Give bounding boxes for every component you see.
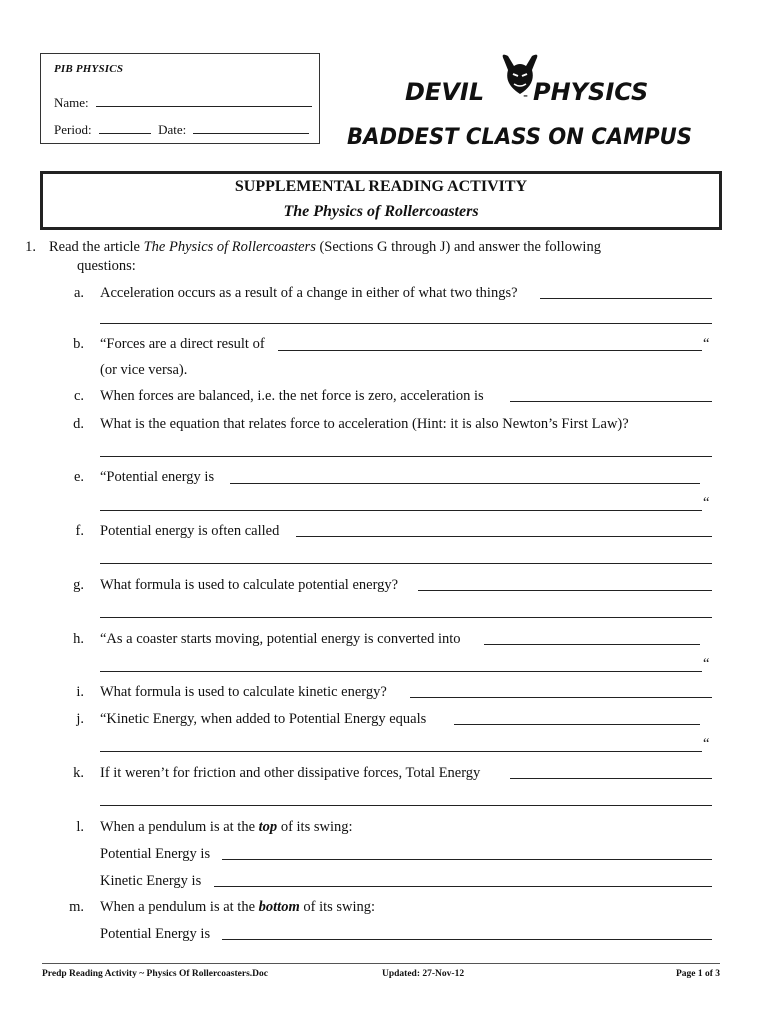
item-c-text: When forces are balanced, i.e. the net force is zero, acceleration is <box>100 388 484 404</box>
item-k-text: If it weren’t for friction and other dissipative forces, Total Energy <box>100 765 481 781</box>
item-j-answer-line-1[interactable] <box>454 724 700 725</box>
item-m-text: When a pendulum is at the bottom of its swing: <box>100 899 376 915</box>
item-h-label: h. <box>73 631 84 647</box>
item-f-answer-line-2[interactable] <box>100 563 712 564</box>
item-b-label: b. <box>73 336 84 352</box>
date-field[interactable] <box>193 120 309 134</box>
item-h-answer-line-1[interactable] <box>484 644 700 645</box>
period-date-row <box>54 120 309 138</box>
period-label: Period: <box>54 122 92 137</box>
question-number: 1. <box>25 239 36 255</box>
date-label: Date: <box>158 122 187 137</box>
item-g-answer-line-1[interactable] <box>418 590 712 591</box>
item-i-text: What formula is used to calculate kinetic energy? <box>100 684 387 700</box>
item-i-answer-line[interactable] <box>410 697 712 698</box>
item-g-label: g. <box>73 577 84 593</box>
item-c-answer-line[interactable] <box>510 401 712 402</box>
item-d-answer-line[interactable] <box>100 456 712 457</box>
period-field[interactable] <box>99 120 151 134</box>
item-f-text: Potential energy is often called <box>100 523 280 539</box>
item-m-label: m. <box>69 899 84 915</box>
item-j-label: j. <box>76 711 84 727</box>
item-f-label: f. <box>75 523 84 539</box>
footer-updated: Updated: 27-Nov-12 <box>382 969 465 979</box>
logo-word-devil: DEVIL <box>405 78 485 106</box>
logo-word-physics: PHYSICS <box>533 78 649 106</box>
name-field[interactable] <box>96 93 312 107</box>
item-e-answer-line-1[interactable] <box>230 483 700 484</box>
item-m-pe-answer-line[interactable] <box>222 939 712 940</box>
devil-logo-graphic <box>345 52 695 157</box>
item-e-close-quote: “ <box>703 495 710 511</box>
item-a-answer-line-1[interactable] <box>540 298 712 299</box>
item-b-answer-line[interactable] <box>278 350 702 351</box>
svg-text:-: - <box>523 88 529 104</box>
item-l-pe-text: Potential Energy is <box>100 846 211 862</box>
item-i-label: i. <box>76 684 84 700</box>
title-frame <box>40 171 722 230</box>
item-l-pe-answer-line[interactable] <box>222 859 712 860</box>
item-l-ke-answer-line[interactable] <box>214 886 712 887</box>
item-l-ke-text: Kinetic Energy is <box>100 873 202 889</box>
item-k-answer-line-2[interactable] <box>100 805 712 806</box>
logo-tagline: BADDEST CLASS ON CAMPUS <box>347 125 692 150</box>
page-title: SUPPLEMENTAL READING ACTIVITY <box>234 178 528 195</box>
item-e-answer-line-2[interactable] <box>100 510 702 511</box>
item-f-answer-line-1[interactable] <box>296 536 712 537</box>
devil-physics-logo <box>345 52 695 157</box>
item-k-answer-line-1[interactable] <box>510 778 712 779</box>
item-l-text: When a pendulum is at the top of its swing: <box>100 819 353 835</box>
page-footer <box>42 963 720 986</box>
item-e-label: e. <box>73 469 84 485</box>
item-j-answer-line-2[interactable] <box>100 751 702 752</box>
item-b-text: “Forces are a direct result of <box>100 336 265 352</box>
item-e-text: “Potential energy is <box>100 469 215 485</box>
question-intro-line2: questions: <box>77 258 136 274</box>
item-a-text: Acceleration occurs as a result of a change in either of what two things? <box>100 285 518 301</box>
name-row <box>54 93 312 111</box>
item-b-text2: (or vice versa). <box>100 362 188 378</box>
item-a-label: a. <box>73 285 84 301</box>
item-d-label: d. <box>73 416 84 432</box>
footer-filename: Predp Reading Activity ~ Physics Of Rollercoasters.Doc <box>42 969 268 979</box>
item-l-label: l. <box>76 819 84 835</box>
page-subtitle: The Physics of Rollercoasters <box>283 203 479 220</box>
item-j-close-quote: “ <box>703 736 710 752</box>
name-label: Name: <box>54 95 89 110</box>
item-g-answer-line-2[interactable] <box>100 617 712 618</box>
item-j-text: “Kinetic Energy, when added to Potential Energy equals <box>100 711 427 727</box>
item-h-close-quote: “ <box>703 656 710 672</box>
item-k-label: k. <box>73 765 84 781</box>
item-b-close-quote: “ <box>703 336 710 352</box>
item-m-pe-text: Potential Energy is <box>100 926 211 942</box>
item-c-label: c. <box>73 388 84 404</box>
header-info-box <box>40 53 320 144</box>
course-name: PIB PHYSICS <box>54 63 124 75</box>
item-h-answer-line-2[interactable] <box>100 671 702 672</box>
item-g-text: What formula is used to calculate potential energy? <box>100 577 399 593</box>
footer-page-number: Page 1 of 3 <box>675 969 720 979</box>
item-a-answer-line-2[interactable] <box>100 323 712 324</box>
item-h-text: “As a coaster starts moving, potential energy is converted into <box>100 631 461 647</box>
question-intro: Read the article The Physics of Rollercoasters (Sections G through J) and answer the following <box>49 239 601 255</box>
item-d-text: What is the equation that relates force to acceleration (Hint: it is also Newton’s First Law)? <box>100 416 629 432</box>
